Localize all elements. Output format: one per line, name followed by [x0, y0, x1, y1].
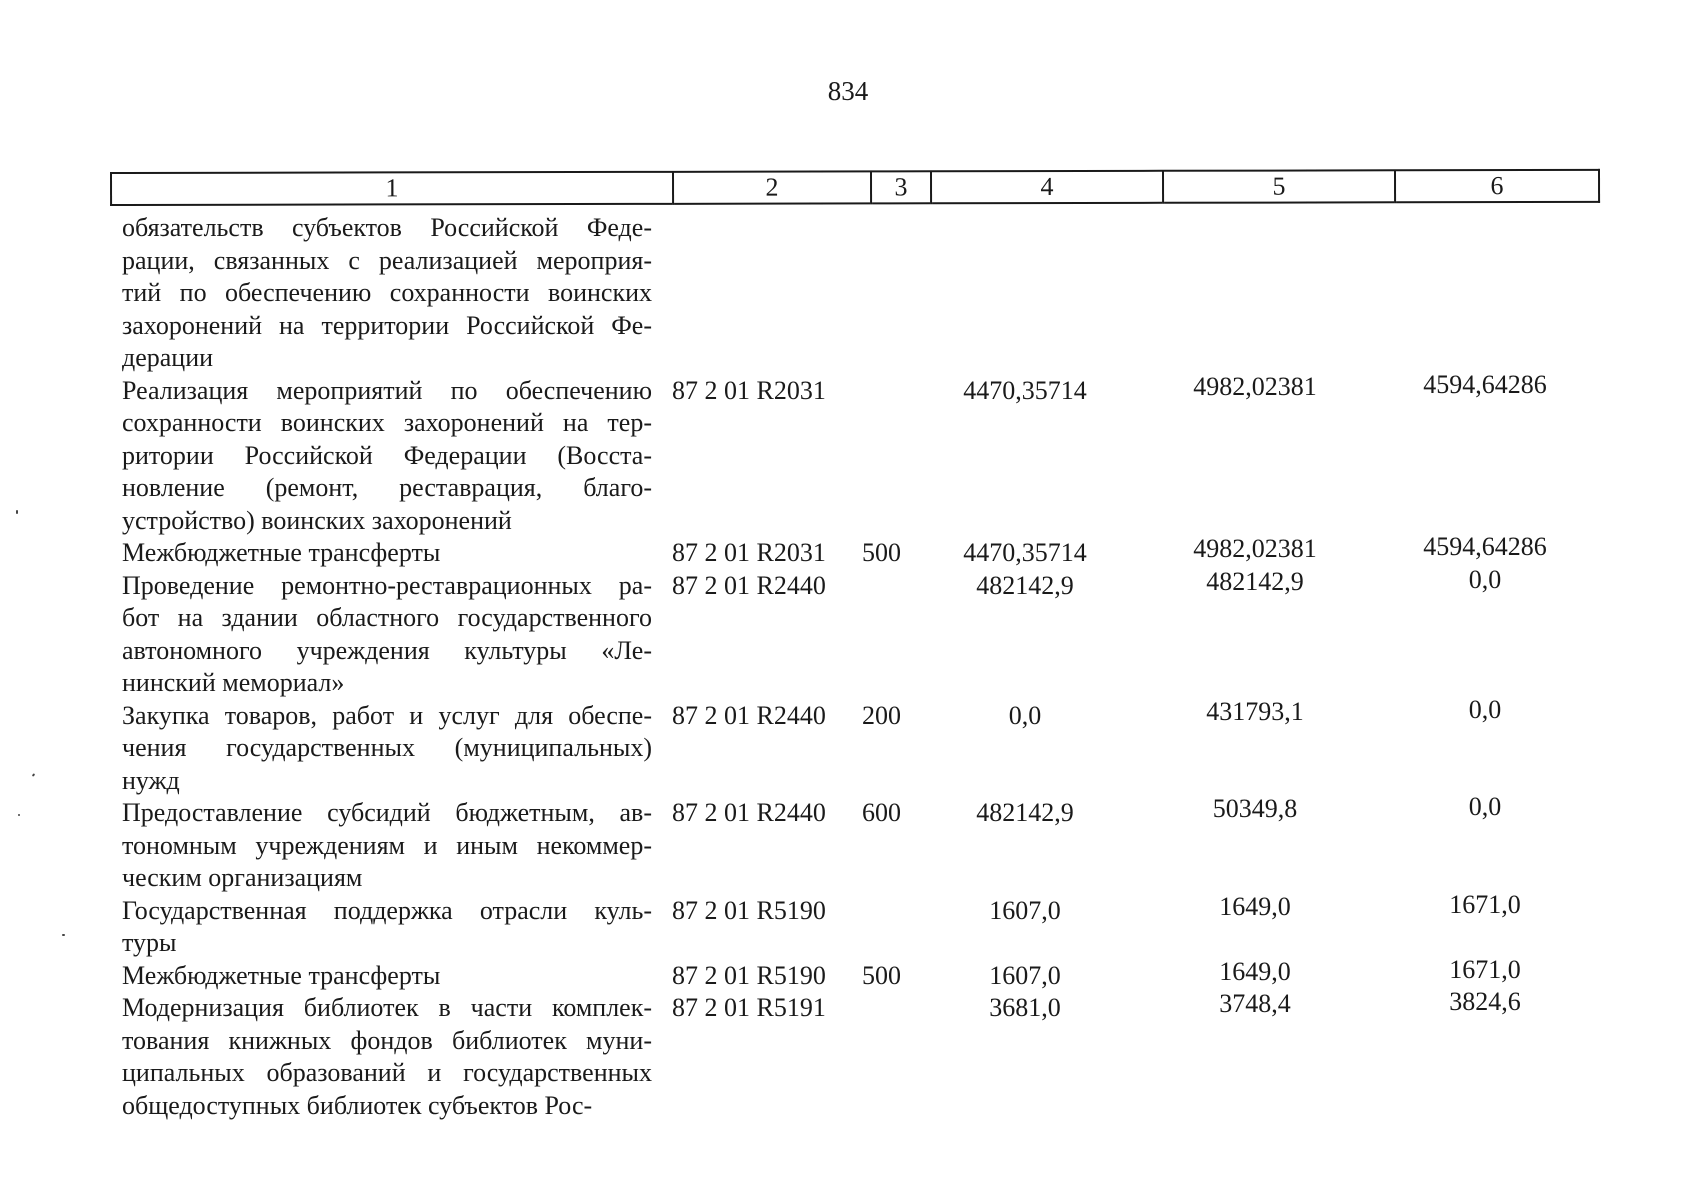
description-line: бот на здании областного государственного — [122, 603, 652, 632]
description-line: Проведение ремонтно-реставрационных ра- — [122, 570, 652, 600]
amount-col-4: 4470,35714 — [963, 538, 1087, 567]
description-line: устройство) воинских захоронений — [122, 505, 512, 535]
description-line: ческим организациям — [122, 863, 363, 892]
table-row — [0, 792, 1696, 895]
amount-col-5: 4982,02381 — [1193, 371, 1317, 401]
description-line: ритории Российской Федерации (Восста- — [122, 440, 652, 470]
description-line: рации, связанных с реализацией мероприя- — [122, 245, 652, 275]
amount-col-6: 1671,0 — [1449, 954, 1521, 984]
description-line: Реализация мероприятий по обеспечению — [122, 375, 652, 405]
header-col-2: 2 — [673, 171, 871, 203]
description-line: нужд — [122, 765, 180, 795]
row-description — [122, 537, 652, 570]
header-col-3: 3 — [871, 171, 931, 203]
scan-speck — [18, 814, 20, 816]
amount-col-6: 0,0 — [1468, 564, 1502, 594]
header-col-1: 1 — [385, 173, 399, 203]
description-line: Межбюджетные трансферты — [122, 538, 441, 567]
description-line: сохранности воинских захоронений на тер- — [122, 408, 652, 437]
description-line: тономным учреждениям и иным некоммер- — [122, 830, 652, 860]
row-description — [122, 570, 652, 700]
page-number: 834 — [827, 76, 869, 106]
amount-col-4: 1607,0 — [989, 960, 1061, 990]
row-description — [122, 992, 652, 1122]
header-col-6: 6 — [1395, 170, 1599, 202]
row-description — [122, 375, 652, 538]
description-line: туры — [122, 928, 177, 957]
table-row — [0, 212, 1696, 375]
description-line: нинский мемориал» — [122, 668, 345, 697]
row-description — [122, 960, 652, 993]
amount-col-5: 431793,1 — [1206, 696, 1304, 726]
amount-col-4: 1607,0 — [989, 895, 1061, 925]
amount-col-4: 482142,9 — [976, 798, 1074, 827]
description-line: тий по обеспечению сохранности воинских — [122, 278, 652, 307]
classification-code: 87 2 01 R2440 — [672, 570, 826, 600]
classification-code: 87 2 01 R2031 — [672, 538, 826, 567]
table-row — [0, 369, 1696, 538]
description-line: общедоступных библиотек субъектов Рос- — [122, 1090, 593, 1120]
amount-col-5: 482142,9 — [1206, 566, 1304, 596]
amount-col-5: 50349,8 — [1212, 794, 1298, 823]
row-description — [122, 895, 652, 960]
row-description — [122, 700, 652, 798]
amount-col-6: 1671,0 — [1449, 889, 1521, 919]
description-line: Государственная поддержка отрасли куль- — [122, 895, 652, 925]
budget-table-body — [0, 212, 1696, 1122]
amount-col-6: 0,0 — [1468, 792, 1502, 821]
expense-type-code: 600 — [862, 798, 901, 827]
description-line: захоронений на территории Российской Фе- — [122, 310, 652, 340]
amount-col-6: 4594,64286 — [1423, 532, 1547, 561]
row-description — [122, 797, 652, 895]
classification-code: 87 2 01 R5191 — [672, 993, 826, 1022]
scan-speck — [16, 510, 18, 514]
description-line: ципальных образований и государственных — [122, 1058, 652, 1087]
classification-code: 87 2 01 R2440 — [672, 700, 826, 730]
amount-col-4: 482142,9 — [976, 570, 1074, 600]
table-row — [0, 889, 1696, 960]
classification-code: 87 2 01 R5190 — [672, 960, 826, 990]
expense-type-code: 200 — [862, 700, 901, 730]
description-line: тования книжных фондов библиотек муни- — [122, 1025, 652, 1055]
row-description — [122, 212, 652, 375]
amount-col-6: 4594,64286 — [1423, 369, 1547, 399]
classification-code: 87 2 01 R2031 — [672, 375, 826, 405]
amount-col-5: 1649,0 — [1219, 891, 1291, 921]
classification-code: 87 2 01 R5190 — [672, 895, 826, 925]
table-row — [0, 987, 1696, 1122]
column-number-header — [110, 169, 1600, 206]
amount-col-6: 3824,6 — [1449, 987, 1521, 1016]
description-line: Модернизация библиотек в части комплек- — [122, 993, 652, 1022]
classification-code: 87 2 01 R2440 — [672, 798, 826, 827]
expense-type-code: 500 — [862, 960, 901, 990]
table-row — [0, 694, 1696, 798]
description-line: автономного учреждения культуры «Ле- — [122, 635, 652, 665]
header-col-4: 4 — [931, 171, 1163, 203]
description-line: Межбюджетные трансферты — [122, 960, 441, 990]
description-line: новление (ремонт, реставрация, благо- — [122, 473, 652, 502]
amount-col-4: 4470,35714 — [963, 375, 1087, 405]
description-line: Предоставление субсидий бюджетным, ав- — [122, 798, 652, 827]
description-line: обязательств субъектов Российской Феде- — [122, 213, 652, 242]
amount-col-5: 3748,4 — [1219, 989, 1291, 1018]
expense-type-code: 500 — [862, 538, 901, 567]
header-col-5: 5 — [1163, 170, 1395, 202]
amount-col-4: 3681,0 — [989, 993, 1061, 1022]
description-line: Закупка товаров, работ и услуг для обеспе- — [122, 700, 652, 730]
scan-speck — [62, 934, 65, 936]
amount-col-5: 1649,0 — [1219, 956, 1291, 986]
table-row — [0, 564, 1696, 700]
description-line: чения государственных (муниципальных) — [122, 733, 652, 762]
amount-col-4: 0,0 — [1008, 700, 1042, 730]
amount-col-5: 4982,02381 — [1193, 534, 1317, 563]
description-line: дерации — [122, 343, 214, 372]
amount-col-6: 0,0 — [1468, 694, 1502, 724]
